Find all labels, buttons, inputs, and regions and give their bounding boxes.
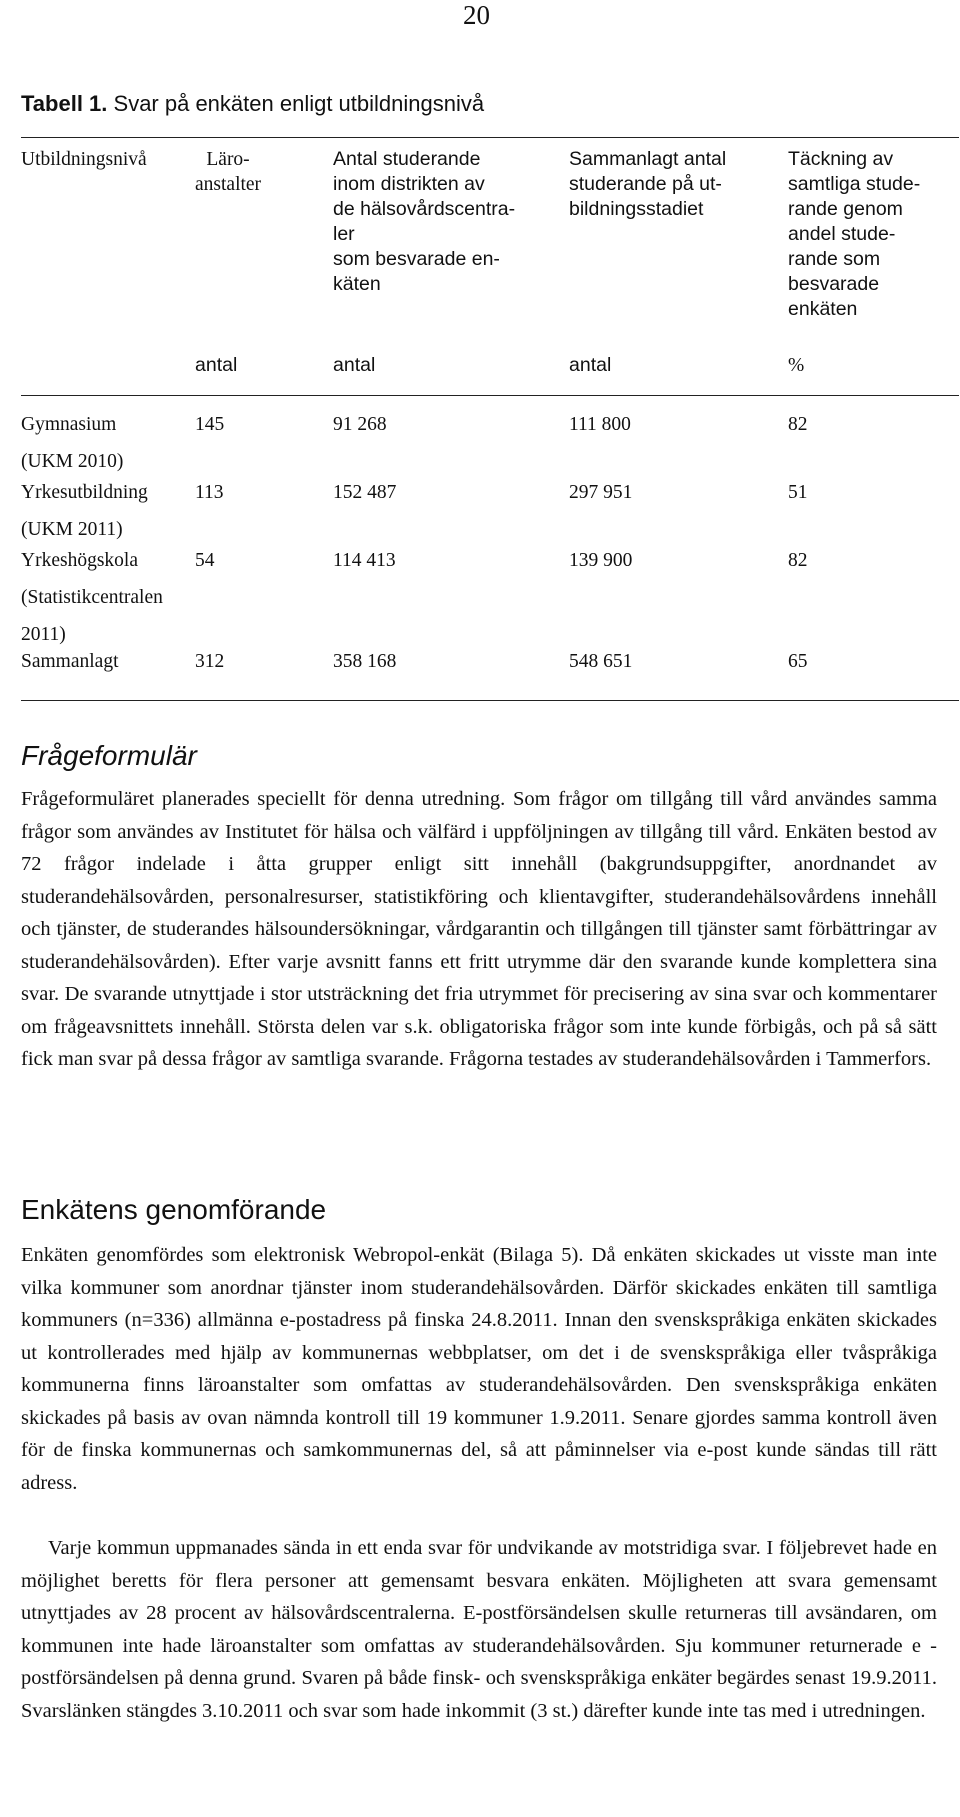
table-caption-text: Svar på enkäten enligt utbildningsnivå xyxy=(107,91,485,116)
unit-institutions: antal xyxy=(195,354,238,376)
unit-total-students: antal xyxy=(569,354,612,376)
table-top-rule xyxy=(21,137,959,138)
row-institutions: 312 xyxy=(195,651,225,672)
header-students-answered: Antal studerande inom distrikten av de hälsovårdscentra- ler som besvarade en- käten xyxy=(333,148,516,295)
row-students-answered: 152 487 xyxy=(333,482,397,503)
row-institutions: 54 xyxy=(195,550,215,571)
row-coverage: 51 xyxy=(788,482,808,503)
row-students-answered: 358 168 xyxy=(333,651,397,672)
row-total-students: 548 651 xyxy=(569,651,633,672)
row-level: Sammanlagt xyxy=(21,651,119,672)
page-number: 20 xyxy=(463,0,490,30)
section-paragraph: Enkäten genomfördes som elektronisk Webropol-enkät (Bilaga 5). Då enkäten skickades ut visste man inte vilka kommuner som anordnar tjänster inom studerandehälsovården. Därför skickades enkäten till samtliga kommuners (n=336) allmänna e-postadress på finska 24.8.2011. Innan den svenskspråkiga enkäten skickades ut kontrollerades med hjälp av kommunernas webbplatser, om det i de svenskspråkiga eller tvåspråkiga kommunerna finns läroanstalter som omfattas av studerandehälsovården. Den svenskspråkiga enkäten skickades på basis av ovan nämnda kontroll till 19 kommuner 1.9.2011. Senare gjordes samma kontroll även för de finska kommunernas och samkommunernas del, så att påminnelser via e-post kunde sändas till rätt adress. xyxy=(21,1244,937,1494)
row-total-students: 297 951 xyxy=(569,482,633,503)
row-students-answered: 114 413 xyxy=(333,550,396,571)
row-total-students: 139 900 xyxy=(569,550,633,571)
table-caption-label: Tabell 1. xyxy=(21,91,108,116)
header-level: Utbildningsnivå xyxy=(21,149,147,170)
table-caption xyxy=(21,91,484,117)
row-coverage: 82 xyxy=(788,550,808,571)
table-header-rule xyxy=(21,395,959,396)
section-heading: Enkätens genomförande xyxy=(21,1194,327,1225)
section-paragraph: Frågeformuläret planerades speciellt för denna utredning. Som frågor om tillgång till vård användes samma frågor som användes av Institutet för hälsa och välfärd i uppföljningen av tillgång till vård. Enkäten bestod av 72 frågor indelade i åtta grupper enligt sitt innehåll (bakgrundsuppgifter, anordnandet av studerandehälsovården, personalresurser, statistikföring och klientavgifter, studerandehälsovårdens innehåll och tjänster, de studerandes hälsoundersökningar, vårdgarantin och tillgången till tjänster samt förbättringar av studerandehälsovården). Efter varje avsnitt fanns ett fritt utrymme där den svarande kunde komplettera sina svar. De svarande utnyttjade i stor utsträckning det fria utrymmet för precisering av sina svar och kommentarer om frågeavsnittets innehåll. Största delen var s.k. obligatoriska frågor som inte kunde förbigås, och på så sätt fick man svar på dessa frågor av samtliga svarande. Frågorna testades av studerandehälsovården i Tammerfors. xyxy=(21,788,937,1070)
table-bottom-rule xyxy=(21,700,959,701)
row-level: Yrkesutbildning (UKM 2011) xyxy=(21,482,148,540)
header-total-students: Sammanlagt antal studerande på ut- bildningsstadiet xyxy=(569,148,727,220)
section-paragraph: Varje kommun uppmanades sända in ett enda svar för undvikande av motstridiga svar. I följebrevet hade en möjlighet beretts för flera personer att gemensamt besvara enkäten. Möjligheten att svara gemensamt utnyttjades av 28 procent av hälsovårdscentralerna. E-postförsändelsen skulle returneras till avsändaren, om kommunen inte hade läroanstalter som omfattas av studerandehälsovården. Sju kommuner returnerade e -postförsändelsen på denna grund. Svaren på både finsk- och svenskspråkiga enkäter begärdes senast 19.9.2011. Svarslänken stängdes 3.10.2011 och svar som hade inkommit (3 st.) därefter kunde inte tas med i utredningen. xyxy=(21,1537,937,1722)
header-institutions: Läro- anstalter xyxy=(195,149,262,195)
unit-coverage: % xyxy=(788,355,805,376)
row-coverage: 65 xyxy=(788,651,808,672)
row-institutions: 145 xyxy=(195,414,225,435)
row-students-answered: 91 268 xyxy=(333,414,387,435)
row-institutions: 113 xyxy=(195,482,224,503)
header-coverage: Täckning av samtliga stude- rande genom andel stude- rande som besvarade enkäten xyxy=(788,148,921,320)
row-total-students: 111 800 xyxy=(569,414,631,435)
row-level: Gymnasium (UKM 2010) xyxy=(21,414,124,472)
section-heading: Frågeformulär xyxy=(21,740,197,771)
unit-students-answered: antal xyxy=(333,354,376,376)
row-level: Yrkeshögskola (Statistikcentralen 2011) xyxy=(21,550,163,645)
row-coverage: 82 xyxy=(788,414,808,435)
